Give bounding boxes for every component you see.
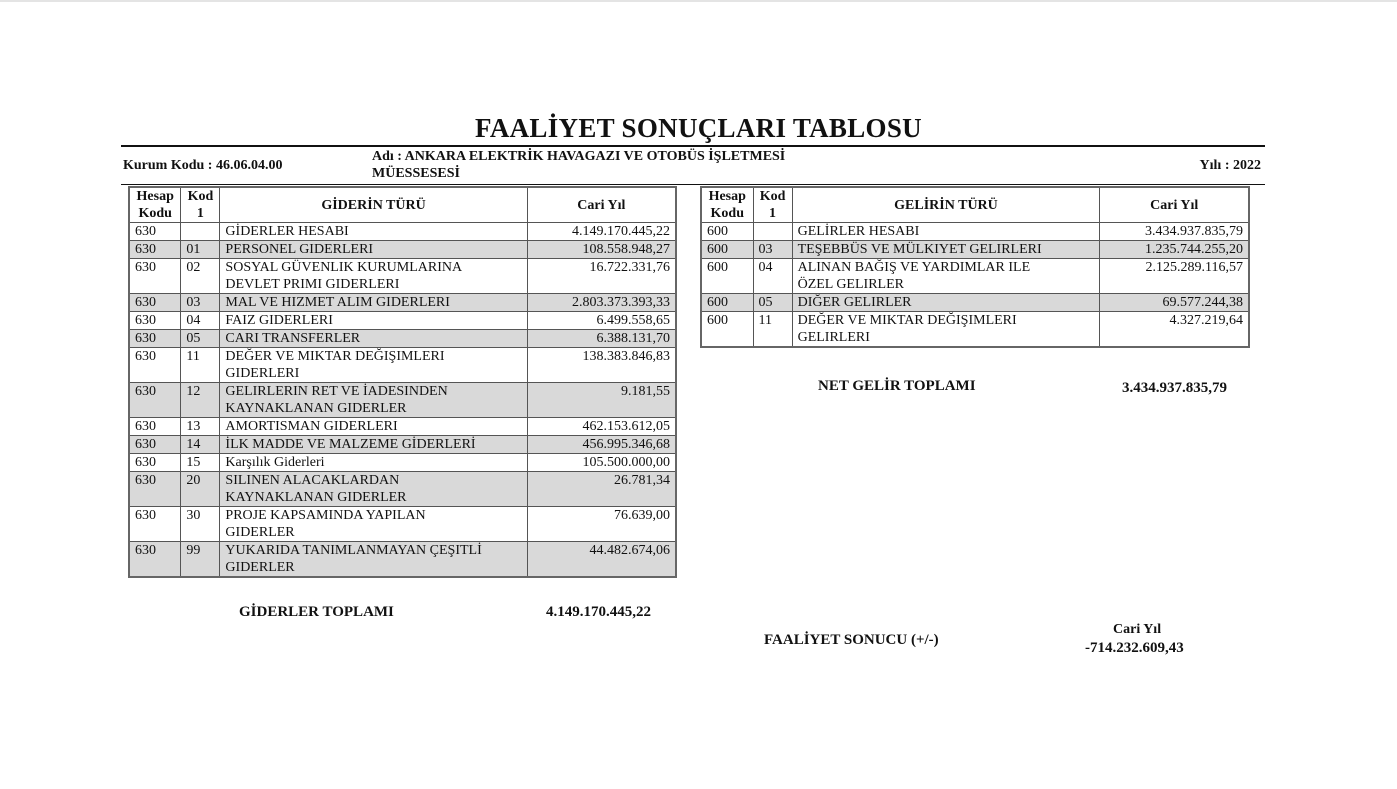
col-gelirin-turu: GELİRİN TÜRÜ — [792, 187, 1100, 223]
kurum-adi — [372, 148, 892, 182]
cell-hesap-kodu: 630 — [129, 348, 181, 383]
cell-tur: TEŞEBBÜS VE MÜLKIYET GELIRLERI — [792, 241, 1100, 259]
cell-kod — [753, 223, 792, 241]
cell-kod: 99 — [181, 542, 220, 578]
table-row — [129, 542, 676, 578]
cell-kod: 04 — [181, 312, 220, 330]
cell-cari-yil: 4.327.219,64 — [1100, 312, 1249, 348]
top-border — [0, 0, 1397, 2]
cell-tur: GELİRLER HESABI — [792, 223, 1100, 241]
cell-hesap-kodu: 630 — [129, 330, 181, 348]
cell-hesap-kodu: 630 — [129, 241, 181, 259]
cell-tur: GELIRLERIN RET VE İADESINDEN KAYNAKLANAN GIDERLER — [220, 383, 527, 418]
giderler-toplami-value: 4.149.170.445,22 — [546, 604, 651, 620]
col-hesap-kodu: Hesap Kodu — [701, 187, 753, 223]
col-kod: Kod 1 — [181, 187, 220, 223]
net-gelir-toplami-label: NET GELİR TOPLAMI — [818, 378, 976, 394]
cell-cari-yil: 76.639,00 — [527, 507, 676, 542]
cell-tur: SOSYAL GÜVENLIK KURUMLARINA DEVLET PRIMI GIDERLERI — [220, 259, 527, 294]
cell-cari-yil: 44.482.674,06 — [527, 542, 676, 578]
cell-cari-yil: 3.434.937.835,79 — [1100, 223, 1249, 241]
cell-kod: 04 — [753, 259, 792, 294]
faaliyet-sonucu-value: -714.232.609,43 — [1085, 640, 1184, 656]
page-title: FAALİYET SONUÇLARI TABLOSU — [475, 113, 922, 143]
cell-kod: 03 — [181, 294, 220, 312]
col-hesap-kodu: Hesap Kodu — [129, 187, 181, 223]
cell-tur: GİDERLER HESABI — [220, 223, 527, 241]
col-kod: Kod 1 — [753, 187, 792, 223]
table-row — [129, 383, 676, 418]
cell-hesap-kodu: 600 — [701, 223, 753, 241]
table-row — [129, 223, 676, 241]
cell-cari-yil: 2.125.289.116,57 — [1100, 259, 1249, 294]
col-cari-yil: Cari Yıl — [527, 187, 676, 223]
cell-tur: DIĞER GELIRLER — [792, 294, 1100, 312]
table-row — [129, 436, 676, 454]
giderler-table — [128, 186, 677, 578]
table-row — [129, 312, 676, 330]
table-row — [701, 312, 1249, 348]
cell-kod: 11 — [181, 348, 220, 383]
gelirler-table — [700, 186, 1250, 348]
cell-tur: PROJE KAPSAMINDA YAPILAN GIDERLER — [220, 507, 527, 542]
cell-hesap-kodu: 630 — [129, 383, 181, 418]
cell-tur: CARI TRANSFERLER — [220, 330, 527, 348]
table-row — [129, 259, 676, 294]
cell-kod: 12 — [181, 383, 220, 418]
cell-kod: 05 — [753, 294, 792, 312]
cell-tur: ALINAN BAĞIŞ VE YARDIMLAR ILE ÖZEL GELIRLER — [792, 259, 1100, 294]
cell-tur: PERSONEL GIDERLERI — [220, 241, 527, 259]
table-row — [129, 348, 676, 383]
cell-cari-yil: 138.383.846,83 — [527, 348, 676, 383]
cell-hesap-kodu: 630 — [129, 259, 181, 294]
cell-hesap-kodu: 630 — [129, 454, 181, 472]
cell-hesap-kodu: 630 — [129, 542, 181, 578]
cell-hesap-kodu: 600 — [701, 294, 753, 312]
cell-cari-yil: 105.500.000,00 — [527, 454, 676, 472]
table-row — [701, 241, 1249, 259]
cell-cari-yil: 462.153.612,05 — [527, 418, 676, 436]
cell-cari-yil: 6.388.131,70 — [527, 330, 676, 348]
table-row — [129, 507, 676, 542]
cell-hesap-kodu: 600 — [701, 259, 753, 294]
cell-tur: MAL VE HIZMET ALIM GIDERLERI — [220, 294, 527, 312]
table-row — [701, 259, 1249, 294]
cell-tur: SILINEN ALACAKLARDAN KAYNAKLANAN GIDERLER — [220, 472, 527, 507]
table-row — [129, 472, 676, 507]
cell-cari-yil: 26.781,34 — [527, 472, 676, 507]
cell-cari-yil: 6.499.558,65 — [527, 312, 676, 330]
cell-cari-yil: 108.558.948,27 — [527, 241, 676, 259]
cell-tur: DEĞER VE MIKTAR DEĞIŞIMLERI GELIRLERI — [792, 312, 1100, 348]
cell-cari-yil: 9.181,55 — [527, 383, 676, 418]
cell-tur: İLK MADDE VE MALZEME GİDERLERİ — [220, 436, 527, 454]
table-row — [129, 330, 676, 348]
cell-hesap-kodu: 630 — [129, 472, 181, 507]
cell-tur: Karşılık Giderleri — [220, 454, 527, 472]
cell-kod: 13 — [181, 418, 220, 436]
cell-cari-yil: 2.803.373.393,33 — [527, 294, 676, 312]
cell-cari-yil: 1.235.744.255,20 — [1100, 241, 1249, 259]
kurum-adi-line1: Adı : ANKARA ELEKTRİK HAVAGAZI VE OTOBÜS İŞLETMESİ — [372, 149, 786, 164]
table-row — [129, 418, 676, 436]
cell-kod: 30 — [181, 507, 220, 542]
cell-hesap-kodu: 630 — [129, 418, 181, 436]
net-gelir-toplami-value: 3.434.937.835,79 — [1122, 380, 1227, 396]
cell-cari-yil: 4.149.170.445,22 — [527, 223, 676, 241]
cell-hesap-kodu: 600 — [701, 241, 753, 259]
cell-kod: 01 — [181, 241, 220, 259]
header-bottom-rule — [121, 184, 1265, 185]
cell-tur: FAIZ GIDERLERI — [220, 312, 527, 330]
cell-cari-yil: 456.995.346,68 — [527, 436, 676, 454]
cell-hesap-kodu: 630 — [129, 294, 181, 312]
kurum-kodu: Kurum Kodu : 46.06.04.00 — [123, 158, 283, 173]
cell-hesap-kodu: 600 — [701, 312, 753, 348]
table-row — [129, 294, 676, 312]
cell-cari-yil: 69.577.244,38 — [1100, 294, 1249, 312]
cell-kod: 03 — [753, 241, 792, 259]
giderler-toplami-label: GİDERLER TOPLAMI — [239, 604, 394, 620]
table-row — [129, 241, 676, 259]
faaliyet-sonucu-cari-label: Cari Yıl — [1113, 622, 1162, 637]
cell-kod: 15 — [181, 454, 220, 472]
table-row — [129, 454, 676, 472]
cell-cari-yil: 16.722.331,76 — [527, 259, 676, 294]
cell-hesap-kodu: 630 — [129, 223, 181, 241]
col-giderin-turu: GİDERİN TÜRÜ — [220, 187, 527, 223]
cell-kod: 11 — [753, 312, 792, 348]
cell-kod: 05 — [181, 330, 220, 348]
table-row — [701, 294, 1249, 312]
cell-kod: 20 — [181, 472, 220, 507]
cell-tur: DEĞER VE MIKTAR DEĞIŞIMLERI GIDERLERI — [220, 348, 527, 383]
cell-kod: 14 — [181, 436, 220, 454]
cell-tur: YUKARIDA TANIMLANMAYAN ÇEŞITLİ GIDERLER — [220, 542, 527, 578]
cell-hesap-kodu: 630 — [129, 507, 181, 542]
col-cari-yil: Cari Yıl — [1100, 187, 1249, 223]
table-row — [701, 223, 1249, 241]
cell-hesap-kodu: 630 — [129, 436, 181, 454]
cell-kod: 02 — [181, 259, 220, 294]
cell-kod — [181, 223, 220, 241]
header-top-rule — [121, 145, 1265, 147]
year-label: Yılı : 2022 — [1199, 158, 1261, 173]
kurum-adi-line2: MÜESSESESİ — [372, 166, 460, 181]
cell-tur: AMORTISMAN GIDERLERI — [220, 418, 527, 436]
cell-hesap-kodu: 630 — [129, 312, 181, 330]
faaliyet-sonucu-label: FAALİYET SONUCU (+/-) — [764, 632, 939, 648]
